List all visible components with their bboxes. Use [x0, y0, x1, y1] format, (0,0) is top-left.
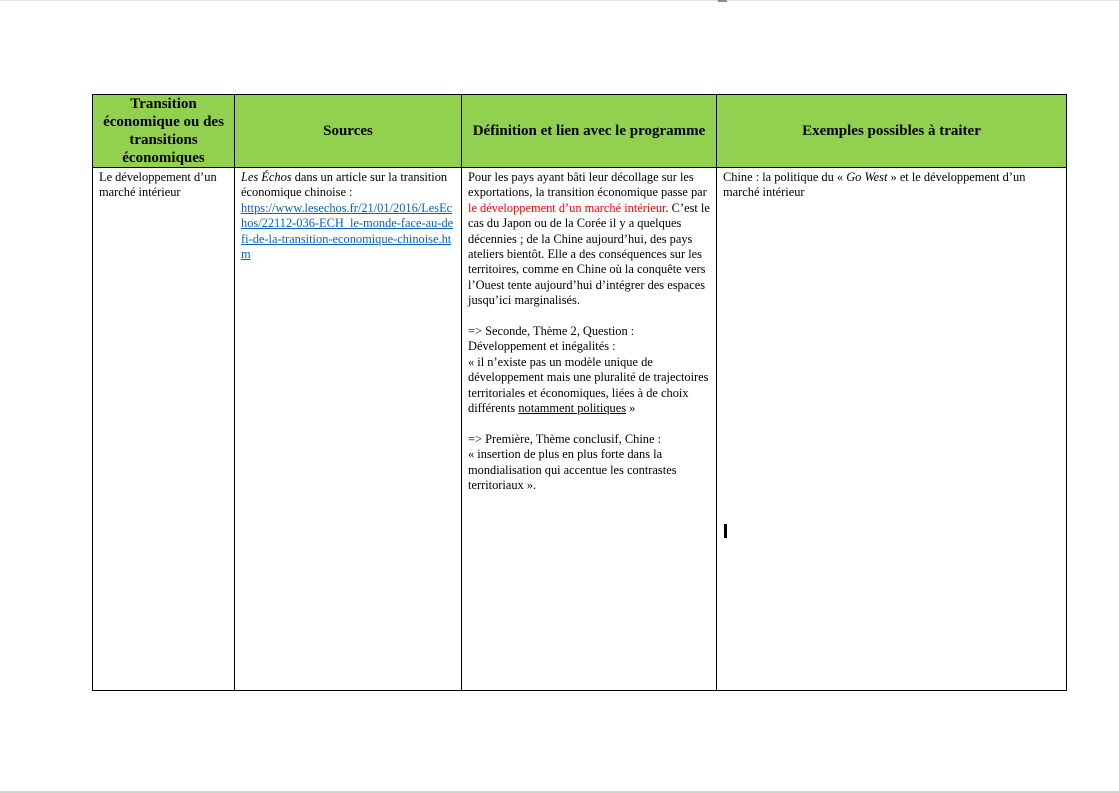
table-header-row: [93, 95, 1067, 168]
cell-examples[interactable]: [717, 168, 1067, 691]
program-reference-premiere: => Première, Thème conclusif, Chine :: [468, 431, 662, 446]
publication-name: Les Échos: [241, 170, 292, 184]
program-quote: « il n’existe pas un modèle unique de développement mais une pluralité de trajectoires territoriales et économiques, liées à de choix différents: [468, 354, 709, 416]
sources-text: [241, 170, 455, 262]
source-link[interactable]: https://www.lesechos.fr/21/01/2016/LesEchos/22112-036-ECH_le-monde-face-au-defi-de-la-transition-economique-chinoise.htm: [241, 200, 454, 262]
header-sources: Sources: [235, 95, 462, 168]
examples-text-end: » et le développement d’un marché intérieur: [723, 170, 1026, 200]
go-west-term: Go West: [846, 170, 888, 184]
definition-paragraph-3: [468, 432, 710, 494]
transitions-table: [92, 94, 1067, 691]
highlighted-term: le développement d’un marché intérieur: [468, 200, 666, 215]
ruler-marker: [718, 0, 727, 2]
program-quote-2: « insertion de plus en plus forte dans la mondialisation qui accentue les contrastes territoriaux ».: [468, 447, 677, 493]
header-examples: Exemples possibles à traiter: [717, 95, 1067, 168]
underlined-text: notamment politiques: [518, 401, 627, 416]
definition-paragraph-1: [468, 170, 710, 309]
cell-definition[interactable]: [462, 168, 717, 691]
definition-text-continued: . C’est le cas du Japon ou de la Corée il y a quelques décennies ; de la Chine aujourd’hui, des pays ateliers bientôt. Elle a des conséquences sur les territoires, comme en Chine où la conquête vers l’Ouest tente aujourd’hui d’intégrer des espaces jusqu’ici marginalisés.: [468, 200, 710, 308]
header-transition: Transition économique ou des transitions économiques: [93, 95, 235, 168]
text-cursor-icon: [724, 524, 727, 538]
transition-text: Le développement d’un marché intérieur: [99, 170, 217, 200]
table-row: [93, 168, 1067, 691]
cell-transition[interactable]: [93, 168, 235, 691]
cell-sources[interactable]: [235, 168, 462, 691]
sources-intro: dans un article sur la transition économique chinoise :: [241, 170, 448, 200]
header-definition: Définition et lien avec le programme: [462, 95, 717, 168]
examples-text: [723, 170, 1060, 201]
definition-paragraph-2: [468, 324, 710, 416]
examples-text-start: Chine : la politique du «: [723, 170, 847, 184]
program-reference-seconde: => Seconde, Thème 2, Question : Développement et inégalités :: [468, 324, 635, 354]
top-window-edge: [0, 0, 1119, 1]
quote-close: »: [626, 401, 636, 416]
definition-text: Pour les pays ayant bâti leur décollage sur les exportations, la transition économique passe par: [468, 170, 707, 200]
